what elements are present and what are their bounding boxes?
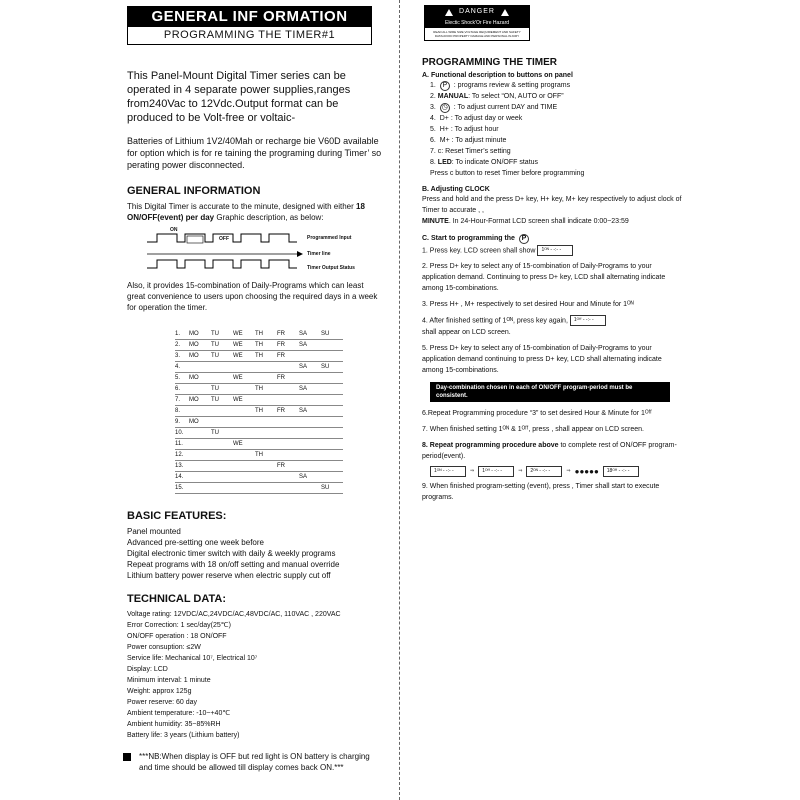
table-row	[175, 384, 343, 395]
table-row	[175, 483, 343, 494]
day-cell: SU	[321, 483, 343, 494]
row-number: 10.	[175, 428, 189, 439]
day-cell	[277, 417, 299, 428]
day-cell	[255, 461, 277, 472]
tech-item: Weight: approx 125g	[127, 688, 192, 695]
step-6: 6.Repeat Programming procedure “3” to set desired Hour & Minute for 1ᴼᶠᶠ	[422, 409, 652, 417]
tech-item: ON/OFF operation : 18 ON/OFF	[127, 633, 227, 640]
day-cell	[211, 472, 233, 483]
table-row	[175, 450, 343, 461]
day-cell: TU	[211, 428, 233, 439]
day-cell	[189, 450, 211, 461]
day-cell: TH	[255, 351, 277, 362]
left-column	[127, 6, 382, 773]
button-desc-led: 8. LED: To indicate ON/OFF status	[430, 159, 539, 166]
tech-item: Battery life: 3 years (Lithium battery)	[127, 732, 240, 739]
day-cell	[211, 483, 233, 494]
day-cell	[233, 384, 255, 395]
technical-data-heading: TECHNICAL DATA:	[127, 593, 226, 605]
table-row	[175, 406, 343, 417]
day-cell: FR	[277, 461, 299, 472]
day-cell	[255, 472, 277, 483]
note-text: ***NB:When display is OFF but red light is ON battery is charging and time should be allowed till display comes back ON.***	[139, 752, 370, 772]
day-cell: TH	[255, 450, 277, 461]
day-cell	[299, 428, 321, 439]
day-cell	[189, 439, 211, 450]
day-cell	[255, 483, 277, 494]
tech-item: Voltage rating: 12VDC/AC,24VDC/AC,48VDC/AC, 110VAC , 220VAC	[127, 611, 341, 618]
reset-instruction: Press c button to reset Timer before programming	[430, 170, 585, 177]
danger-label	[424, 5, 530, 41]
clock-format-note: MINUTE. In 24-Hour-Format LCD screen shall indicate 0:00~23:59	[422, 218, 629, 225]
lcd-display-1on: 1ᴼᴺ - -:- -	[537, 245, 573, 256]
row-number: 2.	[175, 340, 189, 351]
tech-item: Power reserve: 60 day	[127, 699, 198, 706]
arrow-icon: ⇒	[566, 468, 571, 475]
lcd-display-1off: 1ᴼᶠᶠ - -:- -	[570, 315, 606, 326]
day-cell	[233, 461, 255, 472]
day-cell: SA	[299, 472, 321, 483]
basic-feature-item: Digital electronic timer switch with daily & weekly programs	[127, 549, 336, 558]
day-cell	[321, 373, 343, 384]
danger-fine-print: READ ALL WIRE SIZE,VOLTAGE REQUIREMENT AND SAFETY DATA/AVOID PROPERTY DAMAGE AND PERSONAL INJURY	[433, 30, 521, 38]
day-cell	[321, 461, 343, 472]
section-a-heading: A. Functional description to buttons on panel	[422, 72, 573, 79]
day-cell: WE	[233, 439, 255, 450]
day-cell: MO	[189, 373, 211, 384]
column-divider	[399, 0, 400, 800]
day-cell: WE	[233, 340, 255, 351]
row-number: 13.	[175, 461, 189, 472]
timing-off-label: OFF	[219, 236, 229, 242]
day-cell	[321, 472, 343, 483]
program-p-icon: P	[440, 81, 450, 91]
day-cell	[233, 406, 255, 417]
table-row	[175, 439, 343, 450]
general-text-a: This Digital Timer is accurate to the minute, designed with either	[127, 202, 354, 211]
day-cell: MO	[189, 417, 211, 428]
day-cell	[211, 439, 233, 450]
table-row	[175, 417, 343, 428]
day-cell	[277, 362, 299, 373]
day-cell	[277, 472, 299, 483]
step-8: 8. Repeat programming procedure above to complete rest of ON/OFF program-period(event).	[422, 441, 677, 460]
day-cell: WE	[233, 373, 255, 384]
day-cell: TH	[255, 384, 277, 395]
day-cell: SU	[321, 362, 343, 373]
right-column	[422, 5, 682, 503]
basic-feature-item: Panel mounted	[127, 527, 181, 536]
step-3: 3. Press H+ , M+ respectively to set desired Hour and Minute for 1ᴼᴺ	[422, 301, 634, 309]
day-cell: TH	[255, 340, 277, 351]
general-text-b: 18 ON/OFF(event) per day	[127, 202, 365, 222]
danger-title: DANGER	[459, 8, 495, 15]
day-cell	[255, 395, 277, 406]
consistency-warning: Day-combination chosen in each of ON/OFF program-period must be consistent.	[430, 382, 670, 402]
day-cell	[211, 417, 233, 428]
programming-heading: PROGRAMMING THE TIMER	[422, 57, 557, 68]
day-cell	[233, 428, 255, 439]
sequence-lcd: 2ᴼᴺ - -:- -	[526, 466, 562, 477]
technical-data-list	[127, 609, 382, 741]
day-cell	[321, 417, 343, 428]
day-cell	[299, 417, 321, 428]
row-number: 1.	[175, 329, 189, 340]
step-2: 2. Press D+ key to select any of 15-combination of Daily-Programs to your application demand. Continuing to press D+ key, LCD shall alternating indicate among 15-combinations.	[422, 263, 666, 293]
day-cell: FR	[277, 329, 299, 340]
day-cell	[233, 472, 255, 483]
intro-text: This Panel-Mount Digital Timer series can be operated in 4 separate power supplies,ranges from240Vac to 12Vdc.Output format can be produced to be Volt-free or voltaic-	[127, 70, 351, 124]
day-cell	[299, 351, 321, 362]
program-sequence	[430, 466, 682, 477]
timing-line-label: Timer line	[307, 251, 331, 257]
day-cell	[211, 362, 233, 373]
step-4: 4. After finished setting of 1ᴼᴺ, press key again, 1ᴼᶠᶠ - -:- - shall appear on LCD screen.	[422, 315, 682, 337]
day-cell: WE	[233, 351, 255, 362]
title-box	[127, 6, 372, 45]
day-cell: MO	[189, 351, 211, 362]
basic-features-list	[127, 526, 382, 581]
day-cell	[211, 373, 233, 384]
clock-instruction: Press and hold and the press D+ key, H+ key, M+ key respectively to adjust clock of Timer to accurate , ,	[422, 196, 682, 214]
row-number: 12.	[175, 450, 189, 461]
day-cell: SA	[299, 406, 321, 417]
page-title: GENERAL INF ORMATION	[128, 7, 371, 27]
button-desc-reset: 7. c: Reset Timer’s setting	[430, 148, 511, 155]
day-cell: TU	[211, 329, 233, 340]
table-row	[175, 351, 343, 362]
table-row	[175, 461, 343, 472]
button-desc-program: 1. P : programs review & setting programs	[430, 82, 571, 89]
day-cell	[299, 483, 321, 494]
sequence-lcd: 18ᴼᶠᶠ - -:- -	[603, 466, 639, 477]
general-paragraph	[127, 201, 382, 223]
day-cell	[189, 384, 211, 395]
day-cell	[189, 461, 211, 472]
day-cell: FR	[277, 351, 299, 362]
timing-on-label: ON	[170, 227, 178, 233]
day-cell	[321, 406, 343, 417]
day-cell	[211, 461, 233, 472]
row-number: 6.	[175, 384, 189, 395]
day-cell	[277, 428, 299, 439]
day-cell	[255, 439, 277, 450]
day-cell: TH	[255, 329, 277, 340]
day-cell	[321, 340, 343, 351]
battery-note	[127, 751, 382, 773]
row-number: 5.	[175, 373, 189, 384]
day-cell: SA	[299, 340, 321, 351]
table-row	[175, 428, 343, 439]
row-number: 8.	[175, 406, 189, 417]
combination-paragraph: Also, it provides 15-combination of Daily-Programs which can least great convenience to users upon choosing the required days in a week for operation the timer.	[127, 281, 378, 312]
timing-output-label: Timer Output Status	[307, 265, 355, 271]
timing-diagram	[127, 228, 382, 272]
row-number: 14.	[175, 472, 189, 483]
day-cell	[277, 395, 299, 406]
step-1: 1. Press key. LCD screen shall show 1ᴼᴺ - -:- -	[422, 245, 682, 256]
day-cell	[233, 417, 255, 428]
day-cell	[277, 450, 299, 461]
tech-item: Error Correction: 1 sec/day(25℃)	[127, 622, 231, 629]
day-cell	[321, 384, 343, 395]
row-number: 4.	[175, 362, 189, 373]
row-number: 3.	[175, 351, 189, 362]
day-cell: SA	[299, 384, 321, 395]
day-cell: TU	[211, 340, 233, 351]
step-5: 5. Press D+ key to select any of 15-combination of Daily-Programs to your application demand continuing to press D+ key, LCD shall alternating indicate among 15-combinations.	[422, 344, 662, 374]
tech-item: Ambient temperature: -10~+40℃	[127, 710, 231, 717]
page-subtitle: PROGRAMMING THE TIMER#1	[163, 29, 336, 41]
basic-feature-item: Lithium battery power reserve when electric supply cut off	[127, 571, 331, 580]
day-cell	[255, 362, 277, 373]
timing-waveform	[147, 228, 307, 272]
table-row	[175, 362, 343, 373]
day-cell: SA	[299, 362, 321, 373]
tech-item: Display: LCD	[127, 666, 168, 673]
tech-item: Power consuption: ≤2W	[127, 644, 201, 651]
table-row	[175, 340, 343, 351]
day-cell	[255, 417, 277, 428]
section-c-heading: C. Start to programming the P	[422, 234, 682, 244]
button-desc-minute: 6. M+ : To adjust minute	[430, 137, 507, 144]
warning-triangle-icon	[445, 9, 453, 16]
day-cell	[277, 439, 299, 450]
day-cell	[321, 351, 343, 362]
day-cell	[233, 450, 255, 461]
day-cell: SU	[321, 329, 343, 340]
day-cell: TH	[255, 406, 277, 417]
row-number: 9.	[175, 417, 189, 428]
day-cell	[189, 483, 211, 494]
tech-item: Minimum interval: 1 minute	[127, 677, 211, 684]
day-cell	[189, 406, 211, 417]
table-row	[175, 395, 343, 406]
day-cell	[321, 428, 343, 439]
general-text-c: Graphic description, as below:	[216, 213, 324, 222]
general-heading: GENERAL INFORMATION	[127, 185, 261, 197]
day-combination-table	[175, 329, 343, 494]
day-cell	[255, 373, 277, 384]
day-cell	[211, 450, 233, 461]
day-cell	[277, 384, 299, 395]
button-desc-clock: 3. ◷ : To adjust current DAY and TIME	[430, 104, 558, 111]
day-cell: TU	[211, 351, 233, 362]
table-row	[175, 329, 343, 340]
table-row	[175, 373, 343, 384]
clock-icon: ◷	[441, 104, 448, 111]
intro-battery-text: Batteries of Lithium 1V2/40Mah or recharge bie V60D available for option which is for re taining the programing during Timer’ so perating power disconnected.	[127, 136, 382, 170]
day-cell: WE	[233, 395, 255, 406]
day-cell	[299, 461, 321, 472]
basic-feature-item: Repeat programs with 18 on/off setting and manual override	[127, 560, 340, 569]
day-cell	[299, 373, 321, 384]
day-cell	[189, 362, 211, 373]
row-number: 15.	[175, 483, 189, 494]
arrow-icon: ⇒	[470, 468, 475, 475]
day-cell	[211, 406, 233, 417]
button-desc-day: 4. D+ : To adjust day or week	[430, 115, 523, 122]
danger-title-bar	[425, 6, 529, 18]
danger-subtitle: Electic Shock'Or Fire Hazard	[425, 18, 529, 28]
tech-item: Ambient humidity: 35~85%RH	[127, 721, 221, 728]
row-number: 11.	[175, 439, 189, 450]
basic-features-heading: BASIC FEATURES:	[127, 510, 227, 522]
day-cell	[255, 428, 277, 439]
sequence-lcd: 1ᴼᶠᶠ - -:- -	[478, 466, 514, 477]
step-7: 7. When finished setting 1ᴼᴺ & 1ᴼᶠᶠ, press , shall appear on LCD screen.	[422, 425, 644, 433]
day-cell	[321, 395, 343, 406]
day-cell	[233, 362, 255, 373]
step-9: 9. When finished program-setting (event), press , Timer shall start to execute programs.	[422, 482, 660, 501]
day-cell	[277, 483, 299, 494]
day-cell	[189, 472, 211, 483]
sequence-lcd: 1ᴼᴺ - -:- -	[430, 466, 466, 477]
arrow-icon: ⇒	[518, 468, 523, 475]
section-b-heading: B. Adjusting CLOCK	[422, 186, 490, 193]
day-cell	[233, 483, 255, 494]
note-bullet-icon	[123, 753, 131, 761]
row-number: 7.	[175, 395, 189, 406]
basic-feature-item: Advanced pre-setting one week before	[127, 538, 264, 547]
tech-item: Service life: Mechanical 10⁷, Electrical 10⁷	[127, 655, 258, 662]
day-cell	[299, 439, 321, 450]
day-cell	[321, 439, 343, 450]
day-cell: FR	[277, 373, 299, 384]
table-row	[175, 472, 343, 483]
day-cell: TU	[211, 384, 233, 395]
day-cell: WE	[233, 329, 255, 340]
day-cell: TU	[211, 395, 233, 406]
day-cell: MO	[189, 329, 211, 340]
button-desc-hour: 5. H+ : To adjust hour	[430, 126, 499, 133]
day-cell	[189, 428, 211, 439]
program-p-icon: P	[519, 234, 529, 244]
day-cell: FR	[277, 406, 299, 417]
day-cell	[321, 450, 343, 461]
day-cell	[299, 450, 321, 461]
day-cell: FR	[277, 340, 299, 351]
button-desc-manual: 2. MANUAL: To select “ON, AUTO or OFF”	[430, 93, 564, 100]
warning-triangle-icon	[501, 9, 509, 16]
day-cell: SA	[299, 329, 321, 340]
day-cell	[299, 395, 321, 406]
ellipsis-dots-icon: ●●●●●	[574, 466, 599, 476]
timing-programmed-label: Programmed Input	[307, 235, 352, 241]
day-cell: MO	[189, 340, 211, 351]
day-cell: MO	[189, 395, 211, 406]
